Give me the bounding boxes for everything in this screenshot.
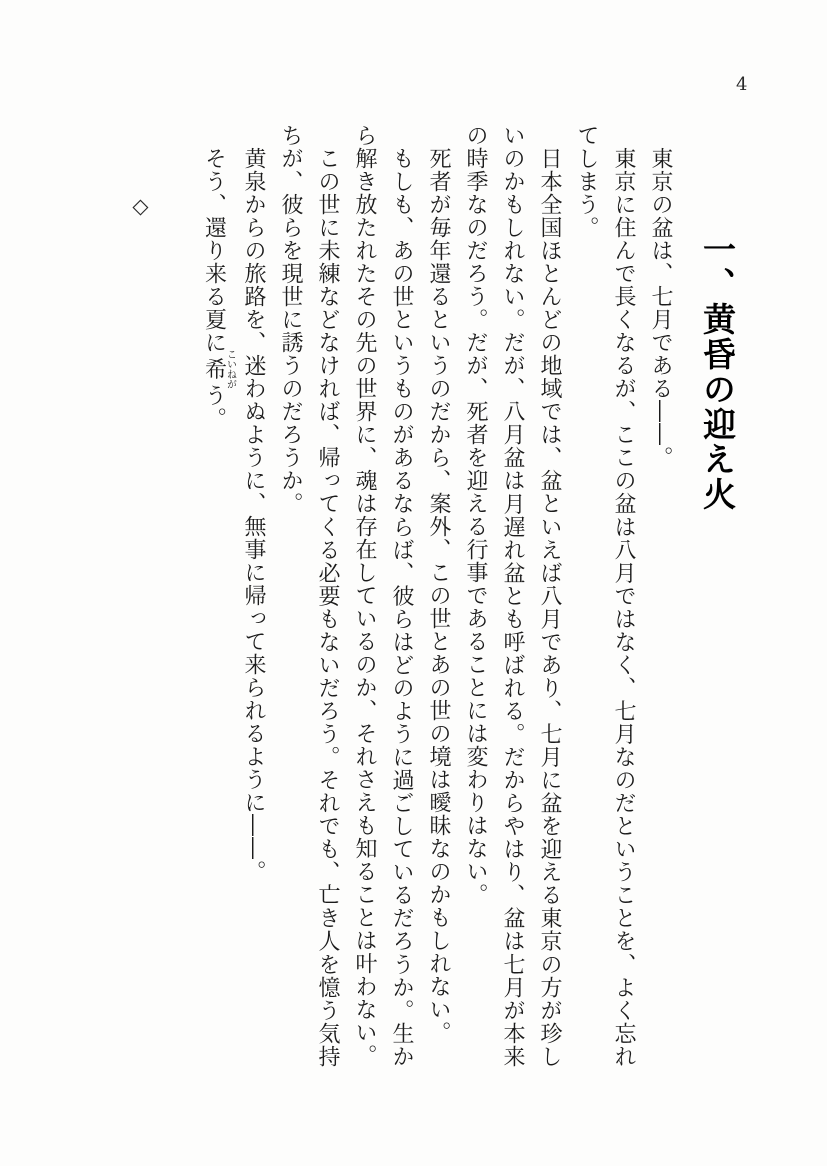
section-separator-diamond: ◇ bbox=[128, 194, 153, 219]
chapter-title: 一、黄昏の迎え火 bbox=[698, 232, 737, 512]
paragraph: もしも、あの世というものがあるならば、彼らはどのように過ごしているだろうか。生から解き放たれたその先の世界に、魂は存在しているのか、それさえも知ることは叶わない。 bbox=[352, 124, 414, 1068]
paragraph-with-ruby bbox=[196, 124, 236, 1068]
ruby-annotation bbox=[201, 349, 236, 389]
ruby-base: 希 bbox=[201, 349, 227, 389]
paragraph: 東京の盆は、七月である――。 bbox=[648, 147, 673, 469]
paragraph: この世に未練などなければ、帰ってくる必要もないだろう。それでも、亡き人を憶う気持ちが、彼らを現世に誘うのだろうか。 bbox=[278, 124, 340, 1068]
paragraph: 日本全国ほとんどの地域では、盆といえば八月であり、七月に盆を迎える東京の方が珍しいのかもしれない。だが、八月盆は月遅れ盆とも呼ばれる。だからやはり、盆は七月が本来の時季なのだろう。だが、死者を迎える行事であることには変わりはない。 bbox=[463, 124, 562, 1068]
text-block bbox=[122, 124, 748, 1068]
ruby-paragraph-before: そう、還り来る夏に bbox=[201, 147, 227, 354]
paragraph: 黄泉からの旅路を、迷わぬように、無事に帰って来られるように――。 bbox=[241, 147, 266, 883]
paragraph: 死者が毎年還るというのだから、案外、この世とあの世の境は曖昧なのかもしれない。 bbox=[426, 147, 451, 1044]
page-number: 4 bbox=[736, 74, 748, 95]
paragraph: 東京に住んで長くなるが、ここの盆は八月ではなく、七月なのだということを、よく忘れてしまう。 bbox=[574, 124, 636, 1068]
ruby-reading: こいねが bbox=[224, 349, 236, 389]
ruby-paragraph-after: う。 bbox=[201, 384, 227, 430]
